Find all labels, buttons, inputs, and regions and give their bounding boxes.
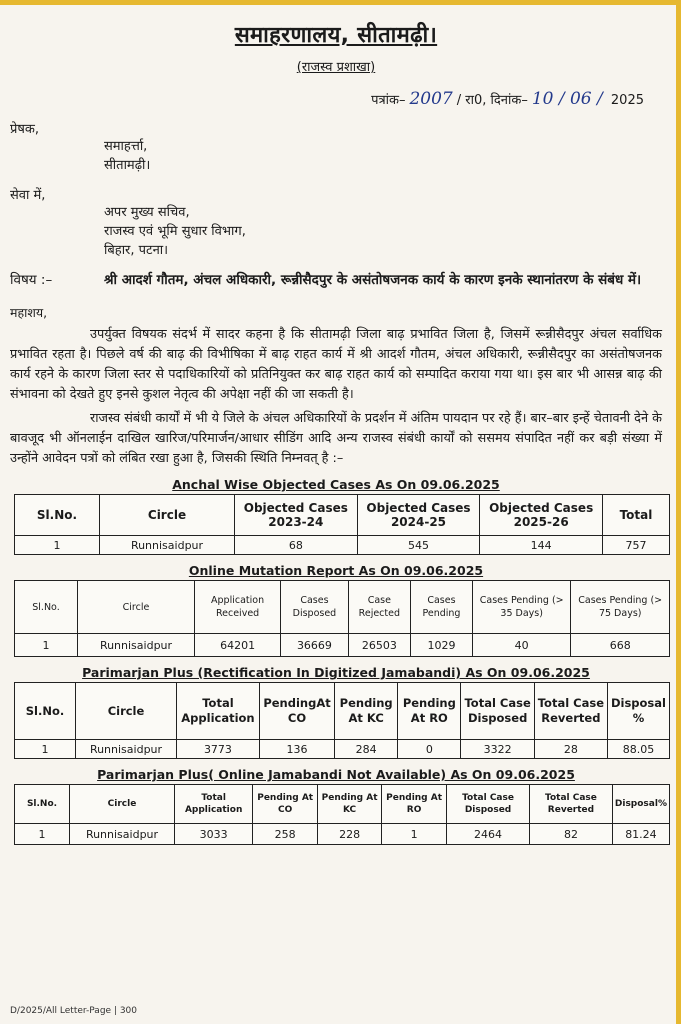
- subject-label: विषय :–: [10, 272, 53, 288]
- reference-line: [10, 89, 662, 109]
- table-header: Objected Cases 2023-24: [235, 495, 358, 536]
- table-cell: 82: [530, 824, 613, 845]
- body-paragraph-2: राजस्व संबंधी कार्यों में भी ये जिले के अंचल अधिकारियों के प्रदर्शन में अंतिम पायदान पर रहे हैं। बार–बार इन्हें चेतावनी देने के बावजूद भी ऑनलाईन दाखिल खारिज/परिमार्जन/आधार सीडिंग आदि अन्य राजस्व संबंधी कार्यों को ससमय संपादित नहीं कर बड़ी संख्या में उन्होंने आवेदन पत्रों को लंबित रखा हुआ है, जिसकी स्थिति निम्नवत् है :–: [10, 411, 662, 466]
- table-header: Circle: [76, 683, 177, 740]
- table-header: Objected Cases 2025-26: [480, 495, 603, 536]
- table-header: Sl.No.: [15, 581, 78, 634]
- table-cell: 40: [472, 634, 571, 657]
- body-paragraph-1: उपर्युक्त विषयक संदर्भ में सादर कहना है कि सीतामढ़ी जिला बाढ़ प्रभावित जिला है, जिसमें रून्नीसैदपुर अंचल सर्वाधिक प्रभावित रहता है। पिछले वर्ष की बाढ़ की विभीषिका में बाढ़ राहत कार्य में श्री आदर्श गौतम, अंचल अधिकारी, रून्नीसैदपुर का असंतोषजनक कार्य रहने के कारण जिला स्तर से पदाधिकारियों को प्रतिनियुक्त कर बाढ़ राहत कार्य को सम्पादित कराया गया था। इस बार भी आसन्न बाढ़ की संभावना को देखते हुए इनसे कुशल नेतृत्व की अपेक्षा नहीं की जा सकती है।: [10, 327, 662, 402]
- office-title: समाहरणालय, सीतामढ़ी।: [234, 23, 438, 48]
- parimarjan-rectification-table: [14, 682, 670, 759]
- sender-line1: समाहर्त्ता,: [104, 139, 148, 154]
- recipient-line2: राजस्व एवं भूमि सुधार विभाग,: [104, 224, 246, 239]
- table-header: Sl.No.: [15, 683, 76, 740]
- table-cell: 258: [253, 824, 318, 845]
- table-cell: 68: [235, 536, 358, 555]
- subject-block: [10, 270, 662, 290]
- page-footer: D/2025/All Letter-Page | 300: [10, 1006, 137, 1016]
- ref-date: 10 / 06 /: [531, 89, 603, 109]
- parimarjan-jamabandi-table: [14, 784, 670, 845]
- table3-title: Parimarjan Plus (Rectification In Digitized Jamabandi) As On 09.06.2025: [82, 665, 590, 680]
- sender-label: प्रेषक,: [10, 122, 40, 137]
- table-cell: 1: [15, 634, 78, 657]
- table-header: Total Case Disposed: [447, 785, 530, 824]
- table-header: Pending At KC: [318, 785, 382, 824]
- table-header: Total Application: [177, 683, 260, 740]
- table-header: Pending At RO: [398, 683, 461, 740]
- department-subtitle: (राजस्व प्रशाखा): [296, 60, 376, 75]
- ref-year: 2025: [610, 93, 644, 108]
- table-cell: Runnisaidpur: [100, 536, 235, 555]
- table-cell: 26503: [348, 634, 410, 657]
- subject-text: श्री आदर्श गौतम, अंचल अधिकारी, रून्नीसैदपुर के असंतोषजनक कार्य के कारण इनके स्थानांतरण के संबंध में।: [104, 272, 642, 288]
- table-header-row: [15, 581, 670, 634]
- table-cell: 0: [398, 740, 461, 759]
- table-header: Cases Pending (> 35 Days): [472, 581, 571, 634]
- ref-mid: / रा0, दिनांक–: [456, 93, 528, 108]
- table-cell: 3773: [177, 740, 260, 759]
- table-cell: 1: [382, 824, 447, 845]
- table-cell: 1: [15, 536, 100, 555]
- ref-prefix: पत्रांक–: [371, 93, 406, 108]
- table-cell: 1: [15, 824, 70, 845]
- table-header: Disposal %: [607, 683, 669, 740]
- table-cell: 28: [534, 740, 607, 759]
- recipient-block: [10, 185, 662, 260]
- table-header: Cases Pending (> 75 Days): [571, 581, 670, 634]
- table-cell: 2464: [447, 824, 530, 845]
- ref-number: 2007: [409, 89, 453, 109]
- table-row: [15, 634, 670, 657]
- table-header: Application Received: [195, 581, 281, 634]
- table2-title: Online Mutation Report As On 09.06.2025: [188, 563, 484, 578]
- table-header: Pending At CO: [253, 785, 318, 824]
- table-header: Circle: [70, 785, 175, 824]
- recipient-label: सेवा में,: [10, 188, 46, 203]
- sender-block: [10, 119, 662, 175]
- salutation: महाशय,: [10, 305, 48, 320]
- table-row: [15, 824, 670, 845]
- table-header: Circle: [100, 495, 235, 536]
- table-header: Objected Cases 2024-25: [357, 495, 480, 536]
- table-header: Disposal%: [612, 785, 669, 824]
- table-header-row: [15, 683, 670, 740]
- table4-title: Parimarjan Plus( Online Jamabandi Not Available) As On 09.06.2025: [97, 767, 575, 782]
- sender-line2: सीतामढ़ी।: [104, 158, 151, 173]
- table-cell: 88.05: [607, 740, 669, 759]
- table-cell: Runnisaidpur: [70, 824, 175, 845]
- table-cell: Runnisaidpur: [78, 634, 195, 657]
- table-cell: 228: [318, 824, 382, 845]
- table-header: Sl.No.: [15, 495, 100, 536]
- table-header: Total Case Reverted: [534, 683, 607, 740]
- table1-title: Anchal Wise Objected Cases As On 09.06.2025: [172, 477, 500, 492]
- table-header: Total: [603, 495, 670, 536]
- table-cell: 3322: [461, 740, 534, 759]
- table-header: Total Case Reverted: [530, 785, 613, 824]
- table-cell: 545: [357, 536, 480, 555]
- table-header: Case Rejected: [348, 581, 410, 634]
- table-header-row: [15, 785, 670, 824]
- table-cell: 36669: [281, 634, 349, 657]
- recipient-line1: अपर मुख्य सचिव,: [104, 205, 190, 220]
- table-cell: Runnisaidpur: [76, 740, 177, 759]
- table-cell: 284: [335, 740, 398, 759]
- table-cell: 1: [15, 740, 76, 759]
- table-cell: 3033: [175, 824, 253, 845]
- table-header: Pending At KC: [335, 683, 398, 740]
- table-cell: 136: [259, 740, 334, 759]
- table-header: Circle: [78, 581, 195, 634]
- table-cell: 757: [603, 536, 670, 555]
- table-header: PendingAt CO: [259, 683, 334, 740]
- table-header-row: [15, 495, 670, 536]
- table-cell: 668: [571, 634, 670, 657]
- objected-cases-table: [14, 494, 670, 555]
- table-header: Cases Pending: [410, 581, 472, 634]
- table-cell: 1029: [410, 634, 472, 657]
- table-cell: 144: [480, 536, 603, 555]
- table-header: Pending At RO: [382, 785, 447, 824]
- table-cell: 81.24: [612, 824, 669, 845]
- table-row: [15, 536, 670, 555]
- table-header: Total Case Disposed: [461, 683, 534, 740]
- recipient-line3: बिहार, पटना।: [104, 243, 169, 258]
- letter-header: [10, 5, 662, 75]
- table-header: Sl.No.: [15, 785, 70, 824]
- table-cell: 64201: [195, 634, 281, 657]
- table-header: Cases Disposed: [281, 581, 349, 634]
- table-row: [15, 740, 670, 759]
- online-mutation-table: [14, 580, 670, 657]
- table-header: Total Application: [175, 785, 253, 824]
